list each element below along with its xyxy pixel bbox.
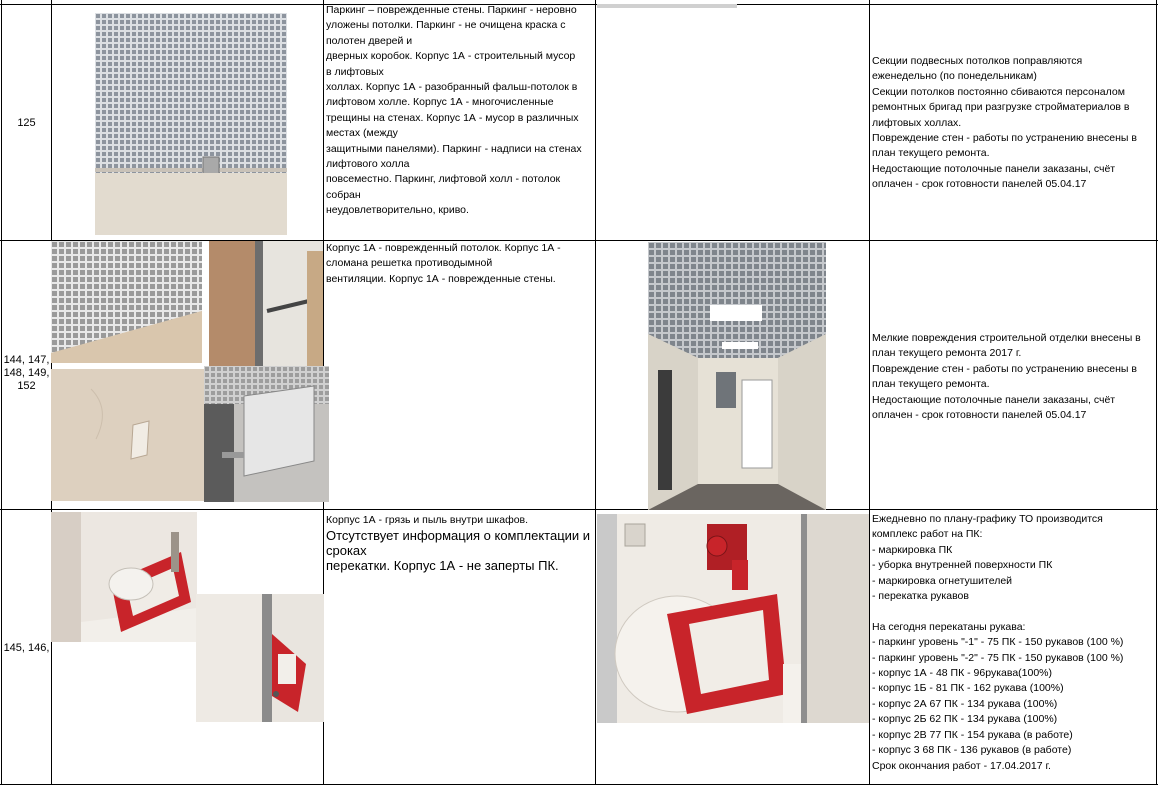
row-number: 144, 147, 148, 149, 152 <box>3 354 50 392</box>
smoke-vent-grille-photo <box>204 366 329 502</box>
col-divider-3 <box>595 0 596 785</box>
row-number: 125 <box>17 117 36 129</box>
damaged-wall-photo <box>51 369 205 501</box>
col-divider-4 <box>869 0 870 785</box>
col-divider-5 <box>1156 0 1157 785</box>
ceiling-grid-photo <box>95 13 287 235</box>
fire-hose-cabinet-valve-photo <box>597 514 869 723</box>
fire-hose-cabinet-photo <box>51 512 197 642</box>
door-frame-photo <box>209 241 323 366</box>
row-response: Мелкие повреждения строительной отделки внесены в план текущего ремонта 2017 г. Повреждение стен - работы по устранению внесены в план текущего ремонта. Недостающие потолочные панели заказаны, счёт оплачен - срок готовности панелей 05.04.17 <box>872 332 1141 422</box>
table-border-bottom <box>0 784 1158 785</box>
row-divider-2 <box>0 509 1158 510</box>
row-description: Корпус 1А - грязь и пыль внутри шкафов. <box>326 514 529 526</box>
row-number: 145, 146, <box>3 642 50 654</box>
image-strip <box>597 4 737 8</box>
cabinet-door-photo <box>196 594 324 722</box>
row-response: Секции подвесных потолков поправляются еженедельно (по понедельникам) Секции потолков постоянно сбиваются персоналом ремонтных бригад при разгрузке стройматериалов в лифтовых холлах. Повреждение стен - работы по устранению внесены в план текущего ремонта. Недостающие потолочные панели заказаны, счёт оплачен - срок готовности панелей 05.04.17 <box>872 55 1137 191</box>
row-description-emphasis: Отсутствует информация о комплектации и сроках перекатки. Корпус 1А - не заперты ПК. <box>326 528 591 573</box>
row-description: Корпус 1А - поврежденный потолок. Корпус 1А - сломана решетка противодымной вентиляции. Корпус 1А - поврежденные стены. <box>326 242 561 285</box>
row-description: Паркинг – поврежденные стены. Паркинг - неровно уложены потолки. Паркинг - не очищена краска с полотен дверей и дверных коробок. Корпус 1А - строительный мусор в лифтовых холлах. Корпус 1А - разобранный фальш-потолок в лифтовом холле. Корпус 1А - многочисленные трещины на стенах. Корпус 1А - мусор в различных местах (между защитными панелями). Паркинг - надписи на стенах лифтового холла повсеместно. Паркинг, лифтовой холл - потолок собран неудовлетворительно, криво. <box>326 4 582 217</box>
corridor-ceiling-photo <box>648 242 826 510</box>
row-response: Ежедневно по плану-графику ТО производится комплекс работ на ПК: - маркировка ПК - уборка внутренней поверхности ПК - маркировка огнетушителей - перекатка рукавов На сегодня перекатаны рукава: - паркинг уровень "-1" - 75 ПК - 150 рукавов (100 %) - паркинг уровень "-2" - 75 ПК - 150 рукавов (100 %) - корпус 1А - 48 ПК - 96рукава(100%) - корпус 1Б - 81 ПК - 162 рукава (100%) - корпус 2А 67 ПК - 134 рукава (100%) - корпус 2Б 62 ПК - 134 рукава (100%) - корпус 2В 77 ПК - 154 рукава (в работе) - корпус 3 68 ПК - 136 рукавов (в работе) Срок окончания работ - 17.04.2017 г. <box>872 513 1124 772</box>
ceiling-grid-corner-photo <box>51 241 202 363</box>
